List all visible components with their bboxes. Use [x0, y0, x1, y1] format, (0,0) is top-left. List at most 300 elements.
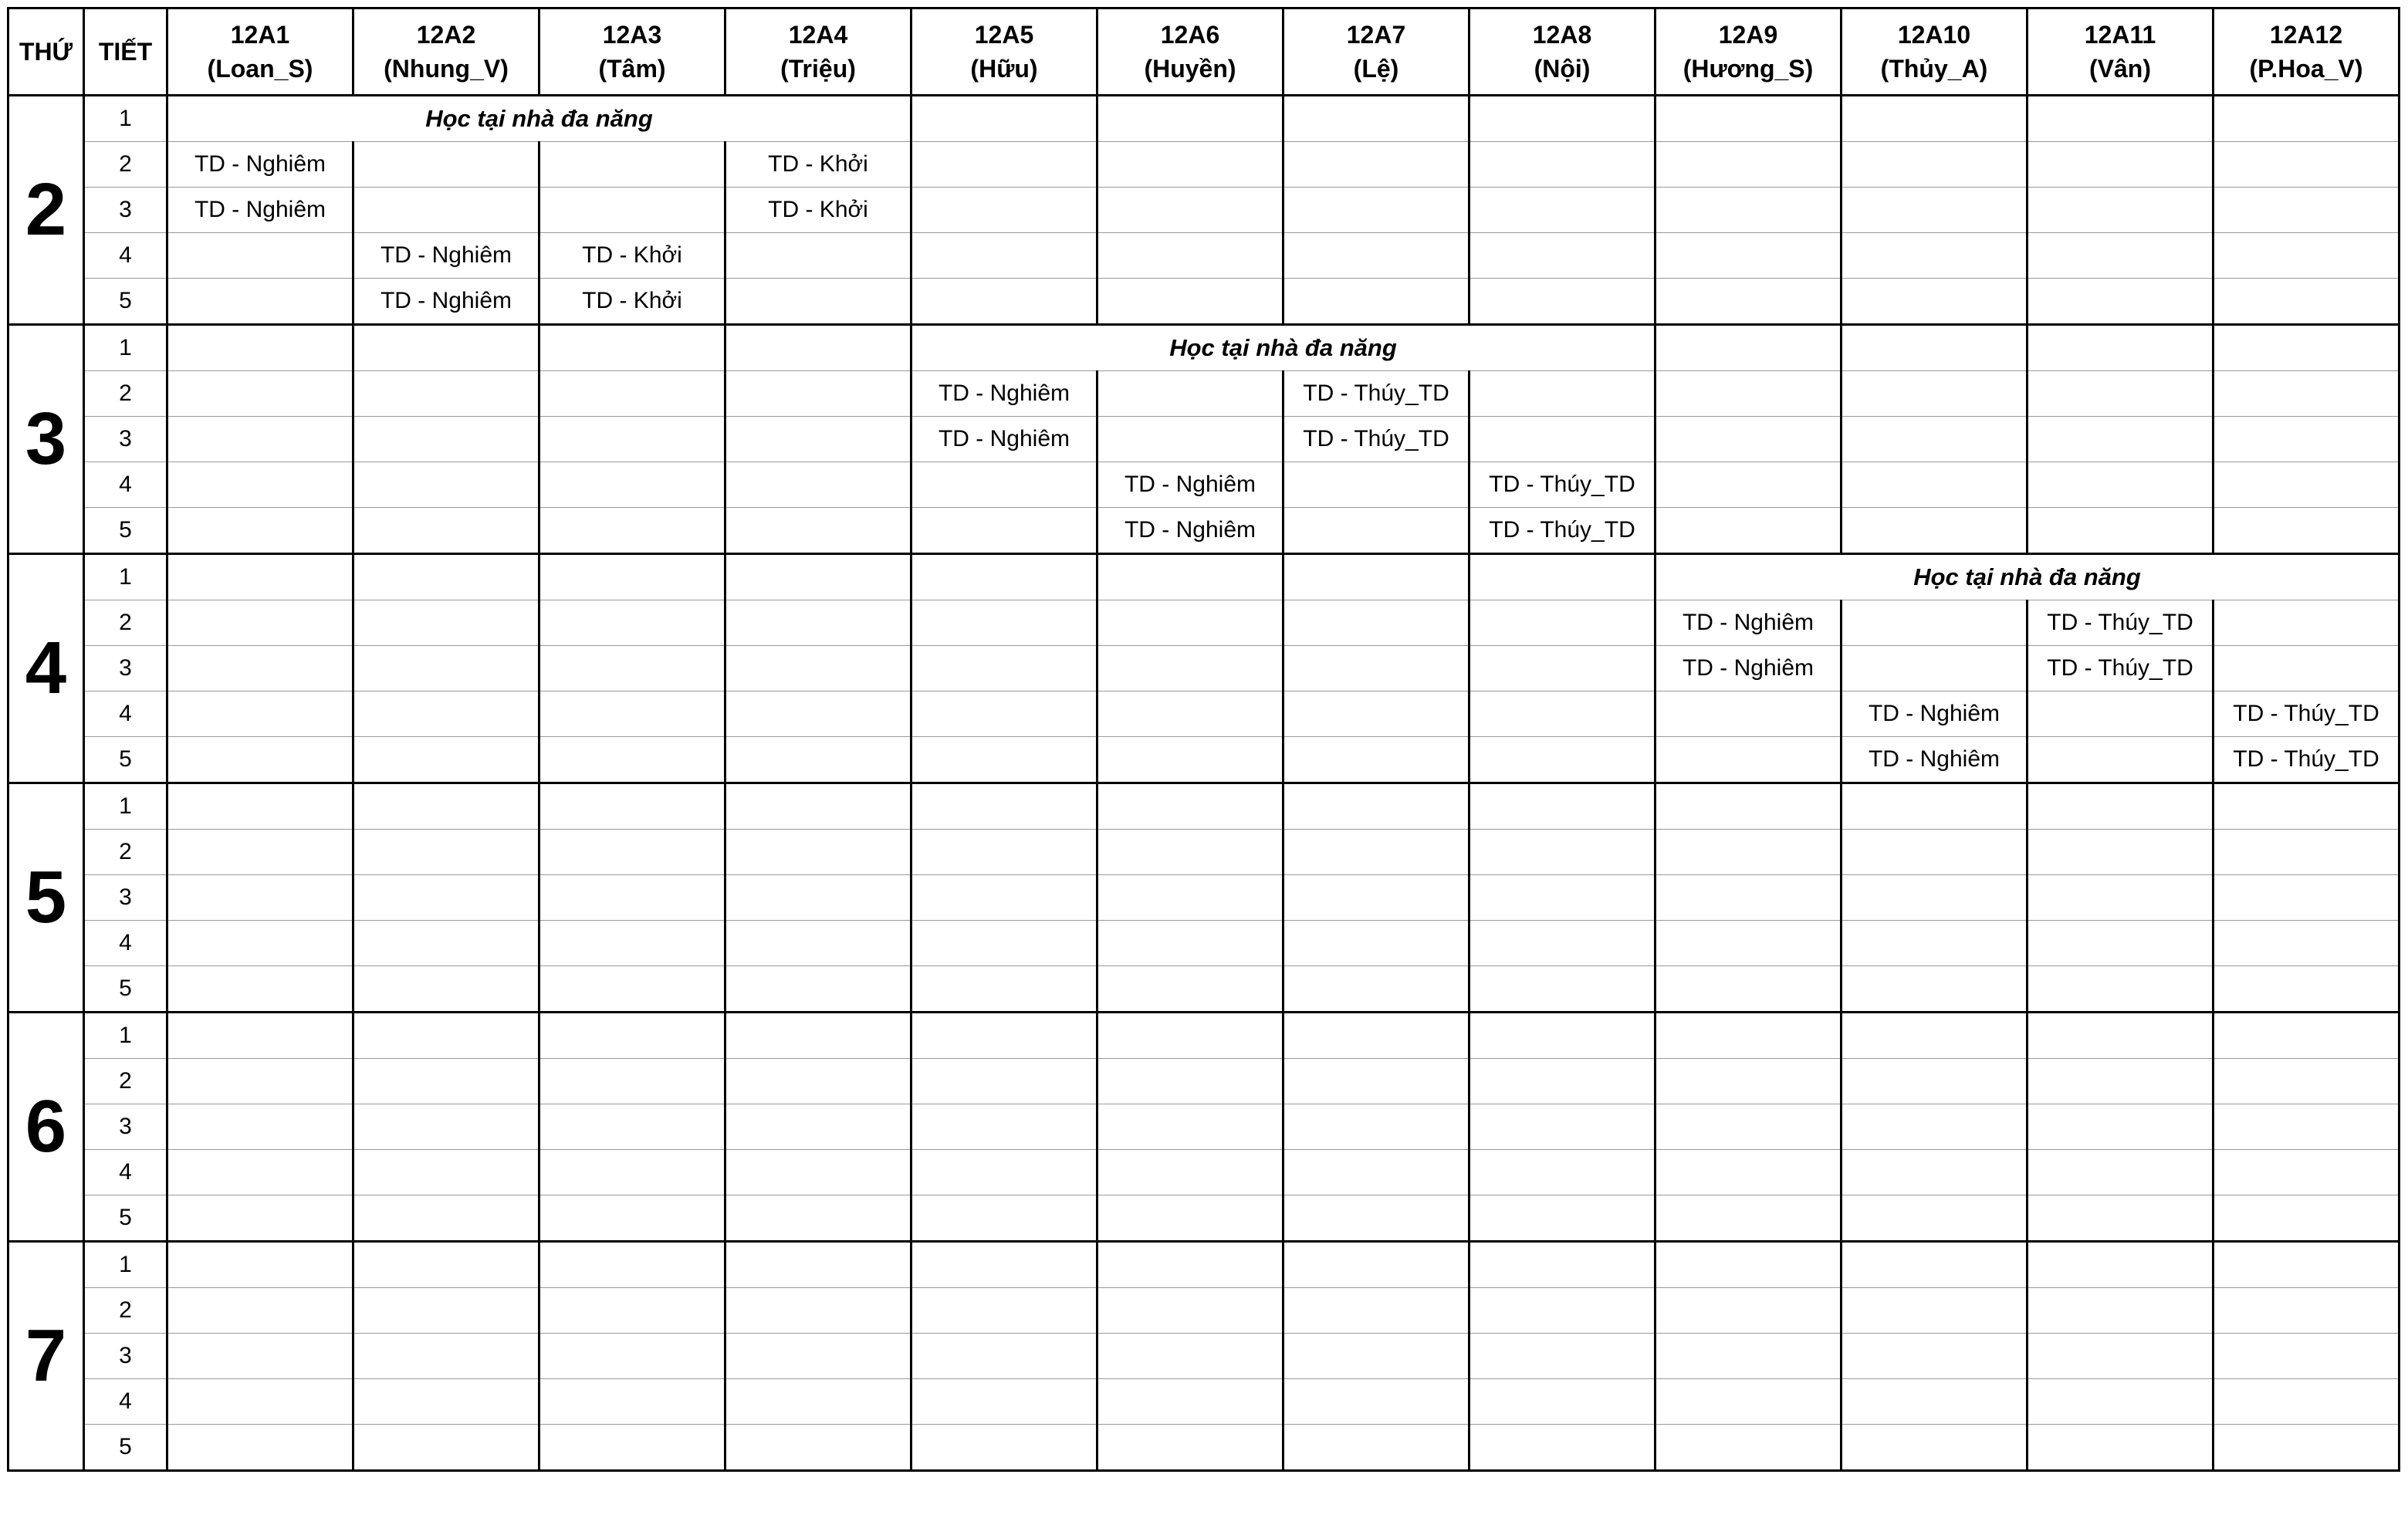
homeroom-teacher: (Triệu): [780, 55, 856, 83]
empty-cell: [911, 600, 1097, 646]
empty-cell: [2214, 1425, 2400, 1471]
lesson-cell: TD - Khởi: [539, 279, 725, 325]
homeroom-teacher: (P.Hoa_V): [2249, 55, 2363, 83]
period-number: 5: [84, 279, 167, 325]
empty-cell: [539, 1195, 725, 1242]
empty-cell: [1469, 188, 1656, 233]
period-number: 2: [84, 830, 167, 875]
empty-cell: [539, 1059, 725, 1104]
period-number: 1: [84, 783, 167, 830]
empty-cell: [539, 462, 725, 508]
empty-cell: [1283, 1150, 1469, 1195]
home-study-note: Học tại nhà đa năng: [911, 325, 1656, 371]
empty-cell: [2214, 1379, 2400, 1425]
empty-cell: [725, 1379, 911, 1425]
empty-cell: [1842, 96, 2028, 142]
empty-cell: [1656, 1104, 1842, 1150]
empty-cell: [911, 1425, 1097, 1471]
empty-cell: [1097, 554, 1283, 600]
empty-cell: [539, 1242, 725, 1288]
homeroom-teacher: (Nhung_V): [384, 55, 509, 83]
period-number: 4: [84, 462, 167, 508]
class-name: 12A3: [602, 21, 662, 49]
period-row: [8, 233, 2400, 279]
empty-cell: [1656, 462, 1842, 508]
empty-cell: [2028, 1288, 2214, 1334]
empty-cell: [725, 1013, 911, 1059]
empty-cell: [2214, 1334, 2400, 1379]
empty-cell: [2028, 371, 2214, 417]
class-name: 12A11: [2084, 21, 2156, 49]
empty-cell: [725, 691, 911, 737]
empty-cell: [1283, 1379, 1469, 1425]
empty-cell: [2214, 830, 2400, 875]
period-row: [8, 508, 2400, 554]
empty-cell: [725, 554, 911, 600]
period-row: [8, 737, 2400, 783]
empty-cell: [2214, 966, 2400, 1013]
lesson-cell: TD - Nghiêm: [167, 142, 353, 188]
empty-cell: [353, 875, 539, 921]
empty-cell: [1097, 691, 1283, 737]
homeroom-teacher: (Tâm): [598, 55, 666, 83]
empty-cell: [2028, 1334, 2214, 1379]
empty-cell: [1469, 371, 1656, 417]
homeroom-teacher: (Nội): [1534, 55, 1591, 83]
lesson-cell: TD - Khởi: [725, 188, 911, 233]
empty-cell: [1097, 1195, 1283, 1242]
period-row: [8, 921, 2400, 966]
period-number: 4: [84, 921, 167, 966]
empty-cell: [1842, 875, 2028, 921]
lesson-cell: TD - Thúy_TD: [1469, 508, 1656, 554]
empty-cell: [725, 325, 911, 371]
empty-cell: [353, 691, 539, 737]
empty-cell: [167, 462, 353, 508]
empty-cell: [725, 1334, 911, 1379]
empty-cell: [2214, 921, 2400, 966]
empty-cell: [725, 1104, 911, 1150]
period-number: 5: [84, 737, 167, 783]
empty-cell: [1469, 1288, 1656, 1334]
empty-cell: [353, 508, 539, 554]
empty-cell: [1469, 1104, 1656, 1150]
period-row: [8, 371, 2400, 417]
lesson-cell: TD - Nghiêm: [1842, 691, 2028, 737]
period-number: 3: [84, 1334, 167, 1379]
empty-cell: [1656, 508, 1842, 554]
lesson-cell: TD - Nghiêm: [1097, 508, 1283, 554]
empty-cell: [1283, 1104, 1469, 1150]
empty-cell: [167, 737, 353, 783]
empty-cell: [2028, 462, 2214, 508]
period-row: [8, 1059, 2400, 1104]
empty-cell: [1283, 1013, 1469, 1059]
empty-cell: [1656, 1379, 1842, 1425]
empty-cell: [911, 921, 1097, 966]
empty-cell: [1842, 233, 2028, 279]
empty-cell: [725, 233, 911, 279]
empty-cell: [1283, 233, 1469, 279]
empty-cell: [353, 830, 539, 875]
empty-cell: [1469, 783, 1656, 830]
empty-cell: [539, 325, 725, 371]
empty-cell: [1097, 600, 1283, 646]
empty-cell: [353, 188, 539, 233]
empty-cell: [539, 1288, 725, 1334]
lesson-cell: TD - Thúy_TD: [1283, 371, 1469, 417]
empty-cell: [167, 1242, 353, 1288]
empty-cell: [1097, 1334, 1283, 1379]
empty-cell: [353, 142, 539, 188]
period-row: [8, 646, 2400, 691]
empty-cell: [353, 325, 539, 371]
empty-cell: [725, 600, 911, 646]
empty-cell: [911, 188, 1097, 233]
empty-cell: [167, 1150, 353, 1195]
period-number: 5: [84, 1195, 167, 1242]
empty-cell: [1097, 1150, 1283, 1195]
period-row: [8, 966, 2400, 1013]
empty-cell: [539, 600, 725, 646]
empty-cell: [2214, 279, 2400, 325]
empty-cell: [167, 279, 353, 325]
empty-cell: [1283, 921, 1469, 966]
empty-cell: [539, 554, 725, 600]
empty-cell: [1842, 508, 2028, 554]
period-row: [8, 875, 2400, 921]
empty-cell: [539, 142, 725, 188]
empty-cell: [1283, 830, 1469, 875]
empty-cell: [1469, 875, 1656, 921]
empty-cell: [2028, 966, 2214, 1013]
empty-cell: [539, 830, 725, 875]
empty-cell: [353, 1104, 539, 1150]
period-number: 3: [84, 875, 167, 921]
empty-cell: [1469, 1334, 1656, 1379]
empty-cell: [911, 279, 1097, 325]
empty-cell: [725, 830, 911, 875]
empty-cell: [1283, 188, 1469, 233]
class-header: [1283, 8, 1469, 96]
empty-cell: [911, 554, 1097, 600]
empty-cell: [167, 1425, 353, 1471]
period-number: 4: [84, 233, 167, 279]
class-name: 12A5: [974, 21, 1034, 49]
empty-cell: [1469, 554, 1656, 600]
empty-cell: [1283, 554, 1469, 600]
empty-cell: [1842, 1425, 2028, 1471]
empty-cell: [539, 1379, 725, 1425]
period-number: 2: [84, 371, 167, 417]
empty-cell: [1097, 188, 1283, 233]
period-number: 1: [84, 96, 167, 142]
empty-cell: [353, 1425, 539, 1471]
empty-cell: [1097, 646, 1283, 691]
lesson-cell: TD - Nghiêm: [1842, 737, 2028, 783]
empty-cell: [2214, 1288, 2400, 1334]
empty-cell: [725, 1425, 911, 1471]
empty-cell: [1842, 1150, 2028, 1195]
period-row: [8, 783, 2400, 830]
period-number: 5: [84, 1425, 167, 1471]
lesson-cell: TD - Khởi: [725, 142, 911, 188]
empty-cell: [1283, 96, 1469, 142]
empty-cell: [1469, 96, 1656, 142]
empty-cell: [1656, 966, 1842, 1013]
empty-cell: [1469, 1195, 1656, 1242]
empty-cell: [1842, 1379, 2028, 1425]
period-row: [8, 462, 2400, 508]
empty-cell: [725, 508, 911, 554]
empty-cell: [1097, 1013, 1283, 1059]
empty-cell: [911, 737, 1097, 783]
empty-cell: [1656, 188, 1842, 233]
empty-cell: [725, 371, 911, 417]
class-header: [167, 8, 353, 96]
period-row: [8, 1334, 2400, 1379]
empty-cell: [725, 783, 911, 830]
empty-cell: [911, 233, 1097, 279]
empty-cell: [167, 783, 353, 830]
home-study-note: Học tại nhà đa năng: [167, 96, 911, 142]
period-row: [8, 691, 2400, 737]
class-header: [1656, 8, 1842, 96]
empty-cell: [1656, 1195, 1842, 1242]
empty-cell: [167, 325, 353, 371]
empty-cell: [2028, 783, 2214, 830]
empty-cell: [2028, 508, 2214, 554]
empty-cell: [1097, 279, 1283, 325]
empty-cell: [2214, 1150, 2400, 1195]
empty-cell: [2028, 142, 2214, 188]
empty-cell: [1656, 921, 1842, 966]
empty-cell: [911, 1150, 1097, 1195]
class-header: [539, 8, 725, 96]
empty-cell: [1097, 96, 1283, 142]
empty-cell: [539, 1334, 725, 1379]
empty-cell: [1097, 737, 1283, 783]
homeroom-teacher: (Thủy_A): [1880, 55, 1988, 83]
empty-cell: [1656, 142, 1842, 188]
period-row: [8, 1379, 2400, 1425]
period-row: [8, 1150, 2400, 1195]
empty-cell: [539, 508, 725, 554]
empty-cell: [725, 1195, 911, 1242]
empty-cell: [167, 646, 353, 691]
period-row: [8, 325, 2400, 371]
empty-cell: [1656, 1425, 1842, 1471]
empty-cell: [2214, 875, 2400, 921]
empty-cell: [725, 279, 911, 325]
empty-cell: [1097, 142, 1283, 188]
period-number: 5: [84, 966, 167, 1013]
empty-cell: [167, 1379, 353, 1425]
empty-cell: [539, 188, 725, 233]
empty-cell: [725, 462, 911, 508]
period-row: [8, 600, 2400, 646]
empty-cell: [1469, 1242, 1656, 1288]
empty-cell: [1469, 417, 1656, 462]
period-number: 1: [84, 554, 167, 600]
empty-cell: [1842, 1013, 2028, 1059]
lesson-cell: TD - Thúy_TD: [1469, 462, 1656, 508]
empty-cell: [167, 1013, 353, 1059]
empty-cell: [1283, 1242, 1469, 1288]
empty-cell: [1469, 966, 1656, 1013]
empty-cell: [1097, 1059, 1283, 1104]
empty-cell: [539, 737, 725, 783]
empty-cell: [2028, 1195, 2214, 1242]
empty-cell: [1283, 1288, 1469, 1334]
empty-cell: [911, 1334, 1097, 1379]
empty-cell: [353, 1013, 539, 1059]
empty-cell: [1469, 600, 1656, 646]
empty-cell: [2214, 646, 2400, 691]
empty-cell: [1097, 875, 1283, 921]
empty-cell: [1842, 325, 2028, 371]
empty-cell: [1842, 371, 2028, 417]
period-row: [8, 1288, 2400, 1334]
empty-cell: [167, 691, 353, 737]
empty-cell: [2214, 96, 2400, 142]
empty-cell: [911, 1195, 1097, 1242]
empty-cell: [167, 921, 353, 966]
period-number: 4: [84, 1379, 167, 1425]
empty-cell: [1097, 417, 1283, 462]
empty-cell: [2214, 1059, 2400, 1104]
empty-cell: [1469, 737, 1656, 783]
empty-cell: [911, 1288, 1097, 1334]
empty-cell: [1097, 783, 1283, 830]
empty-cell: [2214, 1195, 2400, 1242]
empty-cell: [1283, 1059, 1469, 1104]
empty-cell: [1656, 417, 1842, 462]
empty-cell: [353, 1242, 539, 1288]
empty-cell: [911, 1104, 1097, 1150]
empty-cell: [353, 417, 539, 462]
period-number: 1: [84, 1242, 167, 1288]
homeroom-teacher: (Huyền): [1144, 55, 1236, 83]
class-header: [911, 8, 1097, 96]
class-header: [353, 8, 539, 96]
empty-cell: [1283, 600, 1469, 646]
empty-cell: [353, 1150, 539, 1195]
empty-cell: [2028, 279, 2214, 325]
period-number: 3: [84, 1104, 167, 1150]
empty-cell: [1842, 1195, 2028, 1242]
empty-cell: [2028, 830, 2214, 875]
empty-cell: [2028, 737, 2214, 783]
weekday-cell: 5: [8, 783, 84, 1013]
empty-cell: [2028, 1242, 2214, 1288]
empty-cell: [2028, 417, 2214, 462]
lesson-cell: TD - Nghiêm: [1656, 600, 1842, 646]
empty-cell: [1283, 737, 1469, 783]
empty-cell: [911, 830, 1097, 875]
empty-cell: [2214, 1242, 2400, 1288]
period-number: 4: [84, 1150, 167, 1195]
period-number: 3: [84, 188, 167, 233]
lesson-cell: TD - Nghiêm: [911, 417, 1097, 462]
class-header: [1097, 8, 1283, 96]
empty-cell: [1656, 1242, 1842, 1288]
period-row: [8, 188, 2400, 233]
period-number: 3: [84, 646, 167, 691]
empty-cell: [1842, 966, 2028, 1013]
class-name: 12A9: [1718, 21, 1778, 49]
empty-cell: [1656, 691, 1842, 737]
period-number: 2: [84, 142, 167, 188]
empty-cell: [539, 966, 725, 1013]
empty-cell: [167, 1288, 353, 1334]
empty-cell: [1283, 646, 1469, 691]
empty-cell: [1469, 1425, 1656, 1471]
class-name: 12A4: [788, 21, 848, 49]
empty-cell: [167, 830, 353, 875]
empty-cell: [539, 875, 725, 921]
empty-cell: [1283, 279, 1469, 325]
empty-cell: [167, 966, 353, 1013]
empty-cell: [353, 783, 539, 830]
period-row: [8, 279, 2400, 325]
empty-cell: [1469, 1150, 1656, 1195]
empty-cell: [1842, 1242, 2028, 1288]
lesson-cell: TD - Nghiêm: [167, 188, 353, 233]
empty-cell: [2028, 1104, 2214, 1150]
empty-cell: [1656, 737, 1842, 783]
empty-cell: [2028, 188, 2214, 233]
empty-cell: [2214, 371, 2400, 417]
empty-cell: [167, 875, 353, 921]
class-name: 12A6: [1160, 21, 1220, 49]
class-header: [1842, 8, 2028, 96]
lesson-cell: TD - Thúy_TD: [2214, 737, 2400, 783]
empty-cell: [911, 783, 1097, 830]
empty-cell: [2028, 875, 2214, 921]
period-number: 2: [84, 1288, 167, 1334]
empty-cell: [1656, 96, 1842, 142]
empty-cell: [1283, 1425, 1469, 1471]
period-number: 5: [84, 508, 167, 554]
empty-cell: [2028, 1425, 2214, 1471]
empty-cell: [911, 691, 1097, 737]
empty-cell: [2028, 233, 2214, 279]
empty-cell: [1842, 188, 2028, 233]
weekday-cell: 2: [8, 96, 84, 325]
empty-cell: [725, 1150, 911, 1195]
empty-cell: [167, 1104, 353, 1150]
empty-cell: [167, 1059, 353, 1104]
empty-cell: [1283, 1334, 1469, 1379]
empty-cell: [353, 1288, 539, 1334]
lesson-cell: TD - Nghiêm: [1097, 462, 1283, 508]
empty-cell: [1842, 1059, 2028, 1104]
empty-cell: [2214, 600, 2400, 646]
empty-cell: [2214, 417, 2400, 462]
period-row: [8, 1425, 2400, 1471]
empty-cell: [1097, 1379, 1283, 1425]
empty-cell: [1097, 1242, 1283, 1288]
empty-cell: [1842, 1288, 2028, 1334]
empty-cell: [2028, 1059, 2214, 1104]
empty-cell: [1097, 371, 1283, 417]
empty-cell: [911, 646, 1097, 691]
period-row: [8, 1195, 2400, 1242]
empty-cell: [2214, 325, 2400, 371]
empty-cell: [539, 921, 725, 966]
empty-cell: [1842, 142, 2028, 188]
